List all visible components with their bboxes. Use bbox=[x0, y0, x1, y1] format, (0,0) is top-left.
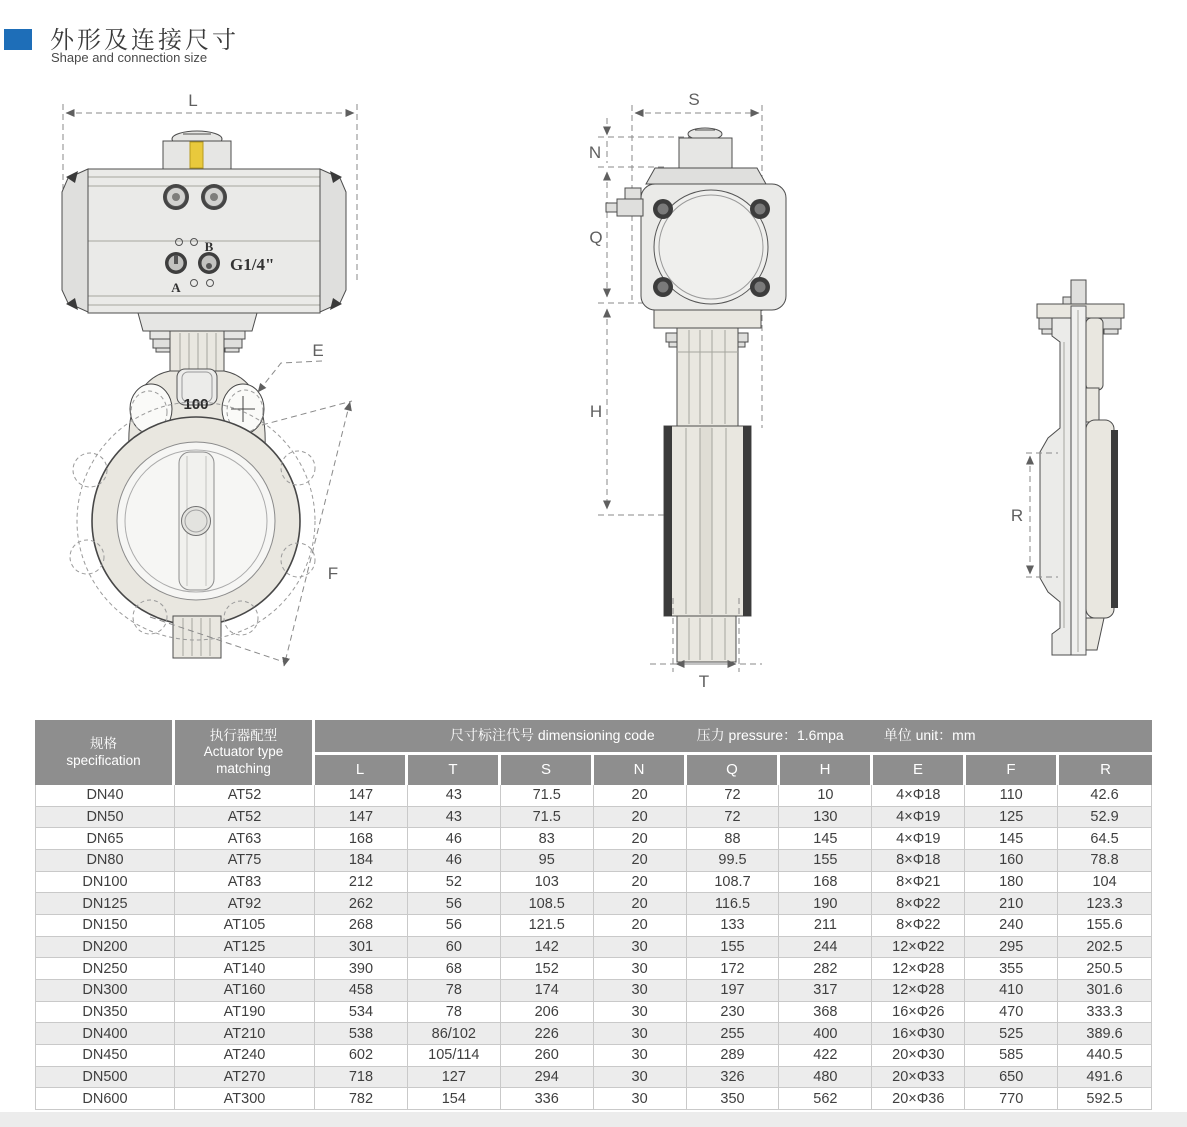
table-cell: 295 bbox=[965, 937, 1058, 959]
table-cell: 301 bbox=[315, 937, 408, 959]
table-cell: 20×Φ33 bbox=[872, 1067, 965, 1089]
table-cell: 190 bbox=[779, 893, 872, 915]
section-disc bbox=[1086, 420, 1114, 618]
table-cell: 592.5 bbox=[1058, 1088, 1151, 1110]
table-cell: 20 bbox=[594, 915, 687, 937]
table-cell: 155 bbox=[687, 937, 780, 959]
mounting-bracket bbox=[138, 313, 257, 331]
table-row bbox=[36, 807, 1151, 829]
table-row bbox=[36, 1002, 1151, 1024]
table-cell: DN40 bbox=[36, 785, 175, 807]
front-view-drawing bbox=[62, 91, 357, 666]
adjustment-knob-right bbox=[201, 184, 227, 210]
table-cell: 470 bbox=[965, 1002, 1058, 1024]
table-cell: 8×Φ21 bbox=[872, 872, 965, 894]
table-cell: AT63 bbox=[175, 828, 315, 850]
valve-shaft-center bbox=[182, 507, 211, 536]
table-cell: DN150 bbox=[36, 915, 175, 937]
table-cell: 155 bbox=[779, 850, 872, 872]
table-cell: 602 bbox=[315, 1045, 408, 1067]
table-cell: 72 bbox=[687, 807, 780, 829]
table-cell: 30 bbox=[594, 958, 687, 980]
table-cell: 30 bbox=[594, 1088, 687, 1110]
table-cell: AT125 bbox=[175, 937, 315, 959]
table-cell: 72 bbox=[687, 785, 780, 807]
table-cell: 68 bbox=[408, 958, 501, 980]
dim-column-header: Q bbox=[687, 755, 780, 785]
table-cell: AT210 bbox=[175, 1023, 315, 1045]
table-row bbox=[36, 1067, 1151, 1089]
table-cell: AT300 bbox=[175, 1088, 315, 1110]
table-cell: 174 bbox=[501, 980, 594, 1002]
table-cell: 226 bbox=[501, 1023, 594, 1045]
table-cell: 43 bbox=[408, 807, 501, 829]
table-cell: DN400 bbox=[36, 1023, 175, 1045]
table-cell: 52 bbox=[408, 872, 501, 894]
thread-label: G1/4" bbox=[230, 255, 275, 274]
table-cell: 317 bbox=[779, 980, 872, 1002]
table-cell: 4×Φ18 bbox=[872, 785, 965, 807]
valve-bottom-stem bbox=[173, 616, 221, 658]
mounting-flange-side bbox=[654, 310, 761, 328]
dim-column-header: E bbox=[873, 755, 966, 785]
spec-header-en: specification bbox=[66, 752, 141, 768]
dim-column-header: F bbox=[966, 755, 1059, 785]
table-cell: AT190 bbox=[175, 1002, 315, 1024]
table-cell: 12×Φ28 bbox=[872, 980, 965, 1002]
table-cell: 130 bbox=[779, 807, 872, 829]
neck-marking: 100 bbox=[183, 396, 209, 413]
section-seat-band bbox=[1111, 430, 1118, 608]
table-cell: 289 bbox=[687, 1045, 780, 1067]
table-cell: 147 bbox=[315, 807, 408, 829]
table-cell: 8×Φ22 bbox=[872, 915, 965, 937]
table-cell: 103 bbox=[501, 872, 594, 894]
table-cell: 20 bbox=[594, 807, 687, 829]
table-cell: 78.8 bbox=[1058, 850, 1151, 872]
table-cell: 202.5 bbox=[1058, 937, 1151, 959]
table-cell: 585 bbox=[965, 1045, 1058, 1067]
adjustment-knob-left bbox=[163, 184, 189, 210]
table-cell: 30 bbox=[594, 937, 687, 959]
table-cell: 262 bbox=[315, 893, 408, 915]
table-cell: 147 bbox=[315, 785, 408, 807]
dim-label-h: H bbox=[589, 402, 603, 421]
side-view-drawing bbox=[589, 90, 786, 691]
table-cell: 78 bbox=[408, 1002, 501, 1024]
dimension-table bbox=[35, 720, 1152, 1110]
table-cell: 20 bbox=[594, 872, 687, 894]
table-cell: 30 bbox=[594, 1045, 687, 1067]
table-cell: 152 bbox=[501, 958, 594, 980]
port-label-a: A bbox=[171, 280, 181, 295]
dim-label-s: S bbox=[688, 90, 700, 109]
table-cell: 133 bbox=[687, 915, 780, 937]
table-cell: 110 bbox=[965, 785, 1058, 807]
table-cell: AT240 bbox=[175, 1045, 315, 1067]
dim-column-header: R bbox=[1059, 755, 1152, 785]
table-cell: AT52 bbox=[175, 807, 315, 829]
table-cell: 168 bbox=[315, 828, 408, 850]
table-cell: 16×Φ30 bbox=[872, 1023, 965, 1045]
table-cell: 400 bbox=[779, 1023, 872, 1045]
table-cell: 538 bbox=[315, 1023, 408, 1045]
table-row bbox=[36, 828, 1151, 850]
table-cell: 184 bbox=[315, 850, 408, 872]
table-cell: 42.6 bbox=[1058, 785, 1151, 807]
table-cell: 105/114 bbox=[408, 1045, 501, 1067]
page-bottom-strip bbox=[0, 1112, 1187, 1127]
table-body bbox=[35, 785, 1152, 1110]
table-cell: 30 bbox=[594, 1067, 687, 1089]
table-cell: 389.6 bbox=[1058, 1023, 1151, 1045]
dim-label-q: Q bbox=[589, 228, 603, 247]
table-cell: 260 bbox=[501, 1045, 594, 1067]
actuator-body-side bbox=[606, 128, 786, 310]
column-header-actuator bbox=[175, 720, 315, 785]
actuator-header-en: Actuator type matching bbox=[203, 744, 284, 776]
table-cell: 211 bbox=[779, 915, 872, 937]
table-cell: 525 bbox=[965, 1023, 1058, 1045]
table-cell: DN50 bbox=[36, 807, 175, 829]
table-cell: 268 bbox=[315, 915, 408, 937]
table-cell: 95 bbox=[501, 850, 594, 872]
table-cell: 212 bbox=[315, 872, 408, 894]
column-header-dimensioning bbox=[315, 720, 1152, 755]
table-cell: 123.3 bbox=[1058, 893, 1151, 915]
table-cell: DN200 bbox=[36, 937, 175, 959]
section-left-profile bbox=[1040, 318, 1071, 655]
table-cell: 20 bbox=[594, 893, 687, 915]
table-cell: DN300 bbox=[36, 980, 175, 1002]
dim-label-t: T bbox=[698, 672, 710, 691]
table-row bbox=[36, 785, 1151, 807]
table-cell: 230 bbox=[687, 1002, 780, 1024]
table-cell: AT160 bbox=[175, 980, 315, 1002]
dim-column-header: S bbox=[501, 755, 594, 785]
table-cell: 534 bbox=[315, 1002, 408, 1024]
valve-body-side bbox=[664, 328, 751, 662]
table-cell: 20 bbox=[594, 828, 687, 850]
table-cell: 108.7 bbox=[687, 872, 780, 894]
table-cell: 83 bbox=[501, 828, 594, 850]
valve-body-front bbox=[92, 417, 300, 625]
table-cell: 244 bbox=[779, 937, 872, 959]
table-cell: 154 bbox=[408, 1088, 501, 1110]
table-cell: DN600 bbox=[36, 1088, 175, 1110]
table-header bbox=[35, 720, 1152, 785]
table-cell: 8×Φ18 bbox=[872, 850, 965, 872]
dim-label-l: L bbox=[188, 91, 198, 110]
table-cell: 718 bbox=[315, 1067, 408, 1089]
table-cell: 30 bbox=[594, 980, 687, 1002]
table-row bbox=[36, 915, 1151, 937]
table-cell: 333.3 bbox=[1058, 1002, 1151, 1024]
actuator-end-cap-left bbox=[62, 169, 88, 312]
table-cell: 480 bbox=[779, 1067, 872, 1089]
table-cell: 104 bbox=[1058, 872, 1151, 894]
actuator-header-zh: 执行器配型 bbox=[209, 727, 278, 743]
table-cell: AT75 bbox=[175, 850, 315, 872]
table-cell: 301.6 bbox=[1058, 980, 1151, 1002]
seat-band-left bbox=[664, 426, 672, 616]
table-cell: 440.5 bbox=[1058, 1045, 1151, 1067]
table-cell: DN450 bbox=[36, 1045, 175, 1067]
table-cell: 127 bbox=[408, 1067, 501, 1089]
table-cell: 8×Φ22 bbox=[872, 893, 965, 915]
table-cell: 782 bbox=[315, 1088, 408, 1110]
table-cell: 125 bbox=[965, 807, 1058, 829]
dim-label-f: F bbox=[327, 564, 339, 583]
table-cell: 160 bbox=[965, 850, 1058, 872]
column-header-specification bbox=[35, 720, 175, 785]
table-row bbox=[36, 980, 1151, 1002]
table-cell: 355 bbox=[965, 958, 1058, 980]
dim-code-label: 尺寸标注代号 dimensioning code bbox=[450, 727, 655, 744]
table-cell: 168 bbox=[779, 872, 872, 894]
table-cell: 20 bbox=[594, 785, 687, 807]
dim-column-header: T bbox=[408, 755, 501, 785]
table-cell: AT52 bbox=[175, 785, 315, 807]
spec-header-zh: 规格 bbox=[90, 736, 117, 752]
table-cell: 12×Φ22 bbox=[872, 937, 965, 959]
table-cell: 172 bbox=[687, 958, 780, 980]
table-cell: 116.5 bbox=[687, 893, 780, 915]
page-subtitle: Shape and connection size bbox=[51, 50, 208, 65]
dim-column-header: N bbox=[594, 755, 687, 785]
dim-column-header: H bbox=[780, 755, 873, 785]
table-cell: 368 bbox=[779, 1002, 872, 1024]
table-cell: AT83 bbox=[175, 872, 315, 894]
table-cell: 240 bbox=[965, 915, 1058, 937]
table-row bbox=[36, 958, 1151, 980]
dim-column-header: L bbox=[315, 755, 408, 785]
table-cell: 60 bbox=[408, 937, 501, 959]
table-cell: 64.5 bbox=[1058, 828, 1151, 850]
table-cell: 71.5 bbox=[501, 785, 594, 807]
port-label-b: B bbox=[204, 239, 214, 254]
table-cell: 562 bbox=[779, 1088, 872, 1110]
table-cell: 78 bbox=[408, 980, 501, 1002]
table-cell: 197 bbox=[687, 980, 780, 1002]
table-cell: 180 bbox=[965, 872, 1058, 894]
air-port-a bbox=[165, 252, 187, 274]
table-cell: AT105 bbox=[175, 915, 315, 937]
actuator-body-front bbox=[62, 169, 346, 313]
table-cell: 88 bbox=[687, 828, 780, 850]
table-cell: DN250 bbox=[36, 958, 175, 980]
table-cell: DN80 bbox=[36, 850, 175, 872]
table-row bbox=[36, 893, 1151, 915]
table-cell: 10 bbox=[779, 785, 872, 807]
table-cell: AT140 bbox=[175, 958, 315, 980]
table-cell: 30 bbox=[594, 1023, 687, 1045]
unit-label: 单位 unit：mm bbox=[883, 727, 976, 744]
table-cell: 294 bbox=[501, 1067, 594, 1089]
table-cell: AT92 bbox=[175, 893, 315, 915]
table-cell: 99.5 bbox=[687, 850, 780, 872]
table-cell: 336 bbox=[501, 1088, 594, 1110]
table-cell: 12×Φ28 bbox=[872, 958, 965, 980]
table-row bbox=[36, 1088, 1151, 1110]
table-cell: 43 bbox=[408, 785, 501, 807]
table-cell: 108.5 bbox=[501, 893, 594, 915]
table-cell: 770 bbox=[965, 1088, 1058, 1110]
dim-label-n: N bbox=[588, 143, 602, 162]
air-port-b bbox=[198, 252, 220, 274]
table-cell: 4×Φ19 bbox=[872, 807, 965, 829]
table-cell: 422 bbox=[779, 1045, 872, 1067]
table-cell: 86/102 bbox=[408, 1023, 501, 1045]
table-cell: 206 bbox=[501, 1002, 594, 1024]
table-cell: 20×Φ36 bbox=[872, 1088, 965, 1110]
pressure-label: 压力 pressure：1.6mpa bbox=[696, 727, 844, 744]
yellow-indicator-stripe bbox=[190, 142, 203, 168]
table-cell: 326 bbox=[687, 1067, 780, 1089]
table-cell: 16×Φ26 bbox=[872, 1002, 965, 1024]
section-view-drawing bbox=[1011, 280, 1124, 655]
seat-band-right bbox=[743, 426, 751, 616]
table-cell: 46 bbox=[408, 850, 501, 872]
table-cell: 145 bbox=[965, 828, 1058, 850]
table-cell: 350 bbox=[687, 1088, 780, 1110]
table-cell: 52.9 bbox=[1058, 807, 1151, 829]
table-cell: 155.6 bbox=[1058, 915, 1151, 937]
table-row bbox=[36, 1045, 1151, 1067]
table-cell: AT270 bbox=[175, 1067, 315, 1089]
section-stem-top bbox=[1071, 280, 1086, 306]
table-cell: 491.6 bbox=[1058, 1067, 1151, 1089]
table-cell: 4×Φ19 bbox=[872, 828, 965, 850]
table-cell: 56 bbox=[408, 915, 501, 937]
table-cell: 71.5 bbox=[501, 807, 594, 829]
table-cell: 390 bbox=[315, 958, 408, 980]
table-row bbox=[36, 1023, 1151, 1045]
table-cell: 20×Φ30 bbox=[872, 1045, 965, 1067]
table-cell: 210 bbox=[965, 893, 1058, 915]
actuator-end-cap-right bbox=[320, 169, 346, 312]
table-cell: DN500 bbox=[36, 1067, 175, 1089]
dim-label-e: E bbox=[312, 341, 324, 360]
table-cell: 20 bbox=[594, 850, 687, 872]
table-cell: 30 bbox=[594, 1002, 687, 1024]
air-fitting bbox=[606, 188, 643, 216]
table-cell: 650 bbox=[965, 1067, 1058, 1089]
table-cell: 145 bbox=[779, 828, 872, 850]
table-cell: DN65 bbox=[36, 828, 175, 850]
table-cell: 458 bbox=[315, 980, 408, 1002]
table-cell: 410 bbox=[965, 980, 1058, 1002]
table-cell: 121.5 bbox=[501, 915, 594, 937]
table-cell: 282 bbox=[779, 958, 872, 980]
table-cell: DN125 bbox=[36, 893, 175, 915]
table-cell: 250.5 bbox=[1058, 958, 1151, 980]
table-cell: 255 bbox=[687, 1023, 780, 1045]
page-title: 外形及连接尺寸 bbox=[50, 27, 239, 54]
table-row bbox=[36, 872, 1151, 894]
table-cell: 56 bbox=[408, 893, 501, 915]
table-cell: 46 bbox=[408, 828, 501, 850]
table-cell: DN350 bbox=[36, 1002, 175, 1024]
dim-label-r: R bbox=[1010, 506, 1024, 525]
table-row bbox=[36, 850, 1151, 872]
table-row bbox=[36, 937, 1151, 959]
table-cell: DN100 bbox=[36, 872, 175, 894]
table-cell: 142 bbox=[501, 937, 594, 959]
